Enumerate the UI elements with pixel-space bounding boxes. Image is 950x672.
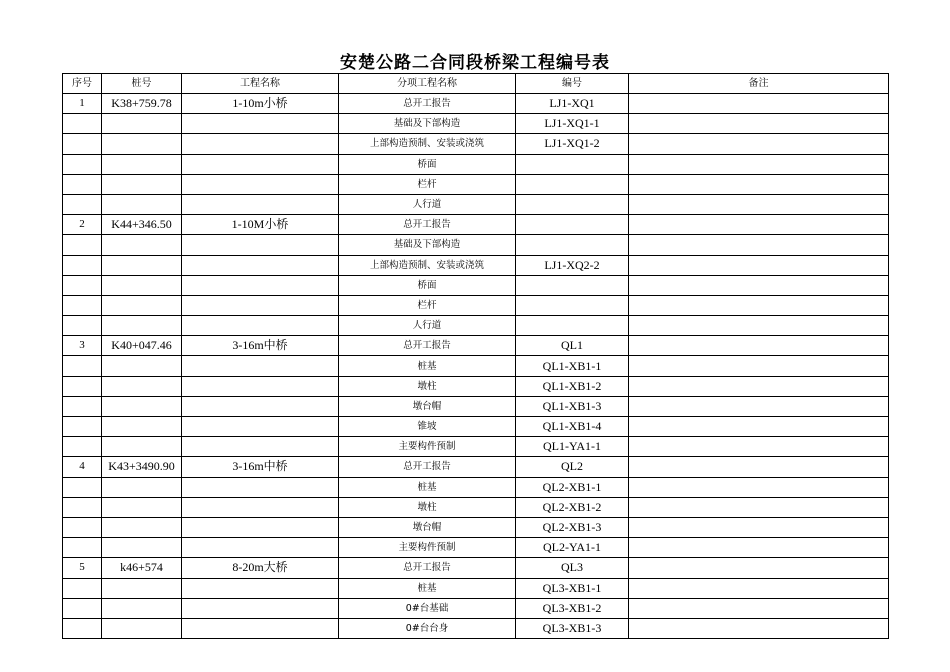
cell-remark: [629, 295, 889, 315]
table-row: [63, 194, 889, 214]
cell-seq: [63, 356, 102, 376]
cell-project-name: 3-16m中桥: [182, 457, 339, 477]
cell-station: [102, 376, 182, 396]
cell-sub-item: 上部构造预制、安装或浇筑: [339, 134, 516, 154]
table-row: [63, 598, 889, 618]
table-row: [63, 517, 889, 537]
header-seq: 序号: [63, 74, 102, 94]
cell-project-name: [182, 376, 339, 396]
cell-sub-item: 总开工报告: [339, 457, 516, 477]
cell-sub-item: 基础及下部构造: [339, 114, 516, 134]
cell-project-name: [182, 255, 339, 275]
cell-code: QL2-XB1-2: [516, 497, 629, 517]
cell-code: QL3-XB1-1: [516, 578, 629, 598]
cell-sub-item: 墩柱: [339, 497, 516, 517]
cell-remark: [629, 538, 889, 558]
cell-project-name: [182, 538, 339, 558]
cell-seq: [63, 194, 102, 214]
cell-station: [102, 275, 182, 295]
cell-sub-item: 桩基: [339, 578, 516, 598]
cell-remark: [629, 134, 889, 154]
cell-project-name: [182, 154, 339, 174]
cell-remark: [629, 194, 889, 214]
cell-code: LJ1-XQ1-1: [516, 114, 629, 134]
cell-station: [102, 598, 182, 618]
cell-seq: [63, 417, 102, 437]
cell-station: [102, 477, 182, 497]
cell-project-name: [182, 437, 339, 457]
cell-remark: [629, 275, 889, 295]
cell-remark: [629, 578, 889, 598]
cell-code: [516, 174, 629, 194]
cell-sub-item: 总开工报告: [339, 215, 516, 235]
cell-project-name: [182, 598, 339, 618]
cell-code: QL2-XB1-1: [516, 477, 629, 497]
cell-sub-item: 桥面: [339, 154, 516, 174]
cell-seq: [63, 295, 102, 315]
cell-code: QL1-YA1-1: [516, 437, 629, 457]
cell-code: QL1: [516, 336, 629, 356]
cell-seq: [63, 154, 102, 174]
table-row: [63, 396, 889, 416]
cell-project-name: 1-10m小桥: [182, 94, 339, 114]
table-row: [63, 235, 889, 255]
cell-seq: [63, 134, 102, 154]
cell-project-name: [182, 477, 339, 497]
cell-code: [516, 316, 629, 336]
cell-project-name: [182, 517, 339, 537]
cell-sub-item: 墩台帽: [339, 517, 516, 537]
cell-project-name: [182, 174, 339, 194]
cell-code: [516, 295, 629, 315]
cell-sub-item: 0#台基础: [339, 598, 516, 618]
cell-remark: [629, 255, 889, 275]
cell-remark: [629, 215, 889, 235]
table-row: [63, 114, 889, 134]
cell-station: [102, 194, 182, 214]
cell-seq: [63, 316, 102, 336]
cell-station: [102, 497, 182, 517]
cell-project-name: [182, 275, 339, 295]
cell-code: [516, 154, 629, 174]
cell-remark: [629, 618, 889, 638]
table-row: [63, 356, 889, 376]
cell-sub-item: 0#台台身: [339, 618, 516, 638]
cell-sub-item: 总开工报告: [339, 336, 516, 356]
table-header-row: [63, 74, 889, 94]
table-row: [63, 174, 889, 194]
cell-sub-item: 总开工报告: [339, 94, 516, 114]
cell-seq: [63, 114, 102, 134]
header-remark: 备注: [629, 74, 889, 94]
header-code: 编号: [516, 74, 629, 94]
cell-station: [102, 437, 182, 457]
table-row: [63, 538, 889, 558]
cell-project-name: [182, 114, 339, 134]
cell-remark: [629, 497, 889, 517]
cell-seq: [63, 477, 102, 497]
cell-seq: [63, 437, 102, 457]
cell-station: [102, 134, 182, 154]
cell-project-name: 8-20m大桥: [182, 558, 339, 578]
cell-sub-item: 栏杆: [339, 295, 516, 315]
cell-remark: [629, 336, 889, 356]
cell-seq: [63, 275, 102, 295]
cell-seq: [63, 538, 102, 558]
table-row: [63, 215, 889, 235]
cell-sub-item: 桩基: [339, 477, 516, 497]
cell-station: [102, 316, 182, 336]
cell-sub-item: 主要构件预制: [339, 437, 516, 457]
cell-sub-item: 总开工报告: [339, 558, 516, 578]
cell-remark: [629, 598, 889, 618]
table-row: [63, 316, 889, 336]
cell-code: QL2: [516, 457, 629, 477]
table-row: [63, 154, 889, 174]
cell-station: [102, 255, 182, 275]
cell-seq: [63, 235, 102, 255]
cell-project-name: 1-10M小桥: [182, 215, 339, 235]
cell-code: [516, 235, 629, 255]
cell-seq: [63, 376, 102, 396]
cell-station: k46+574: [102, 558, 182, 578]
cell-seq: [63, 578, 102, 598]
cell-station: K38+759.78: [102, 94, 182, 114]
cell-project-name: [182, 417, 339, 437]
table-row: [63, 295, 889, 315]
cell-station: [102, 517, 182, 537]
cell-seq: [63, 517, 102, 537]
cell-project-name: [182, 618, 339, 638]
cell-code: QL2-XB1-3: [516, 517, 629, 537]
table-row: [63, 558, 889, 578]
cell-station: [102, 154, 182, 174]
cell-code: QL1-XB1-3: [516, 396, 629, 416]
cell-station: [102, 295, 182, 315]
table-row: [63, 255, 889, 275]
table-row: [63, 618, 889, 638]
cell-project-name: [182, 356, 339, 376]
cell-station: [102, 356, 182, 376]
cell-project-name: [182, 396, 339, 416]
table-row: [63, 275, 889, 295]
cell-remark: [629, 437, 889, 457]
cell-code: LJ1-XQ2-2: [516, 255, 629, 275]
cell-station: [102, 538, 182, 558]
table-row: [63, 376, 889, 396]
cell-remark: [629, 235, 889, 255]
cell-project-name: [182, 194, 339, 214]
header-station: 桩号: [102, 74, 182, 94]
cell-sub-item: 人行道: [339, 194, 516, 214]
cell-station: [102, 417, 182, 437]
table-row: [63, 94, 889, 114]
cell-project-name: 3-16m中桥: [182, 336, 339, 356]
cell-code: QL3-XB1-3: [516, 618, 629, 638]
cell-remark: [629, 174, 889, 194]
cell-code: [516, 215, 629, 235]
cell-code: QL1-XB1-1: [516, 356, 629, 376]
cell-seq: [63, 497, 102, 517]
cell-seq: [63, 618, 102, 638]
cell-station: [102, 578, 182, 598]
cell-project-name: [182, 578, 339, 598]
cell-project-name: [182, 316, 339, 336]
cell-remark: [629, 114, 889, 134]
cell-seq: 2: [63, 215, 102, 235]
cell-remark: [629, 376, 889, 396]
cell-remark: [629, 316, 889, 336]
cell-remark: [629, 356, 889, 376]
cell-remark: [629, 558, 889, 578]
cell-remark: [629, 417, 889, 437]
cell-code: QL3-XB1-2: [516, 598, 629, 618]
table-row: [63, 578, 889, 598]
cell-seq: 5: [63, 558, 102, 578]
cell-seq: [63, 174, 102, 194]
table-row: [63, 134, 889, 154]
cell-remark: [629, 517, 889, 537]
cell-station: [102, 618, 182, 638]
cell-code: QL1-XB1-2: [516, 376, 629, 396]
cell-sub-item: 墩柱: [339, 376, 516, 396]
cell-code: QL3: [516, 558, 629, 578]
cell-code: [516, 275, 629, 295]
cell-code: QL1-XB1-4: [516, 417, 629, 437]
cell-seq: [63, 255, 102, 275]
cell-seq: 4: [63, 457, 102, 477]
cell-station: [102, 396, 182, 416]
cell-remark: [629, 457, 889, 477]
bridge-numbering-table: [62, 73, 889, 639]
cell-station: K40+047.46: [102, 336, 182, 356]
cell-sub-item: 锥坡: [339, 417, 516, 437]
cell-project-name: [182, 497, 339, 517]
cell-station: K43+3490.90: [102, 457, 182, 477]
cell-remark: [629, 154, 889, 174]
cell-sub-item: 主要构件预制: [339, 538, 516, 558]
table-row: [63, 336, 889, 356]
header-project-name: 工程名称: [182, 74, 339, 94]
table-row: [63, 437, 889, 457]
cell-project-name: [182, 134, 339, 154]
cell-project-name: [182, 295, 339, 315]
cell-sub-item: 栏杆: [339, 174, 516, 194]
cell-station: [102, 235, 182, 255]
cell-code: LJ1-XQ1: [516, 94, 629, 114]
cell-station: [102, 174, 182, 194]
cell-sub-item: 桩基: [339, 356, 516, 376]
table-row: [63, 457, 889, 477]
cell-code: QL2-YA1-1: [516, 538, 629, 558]
cell-project-name: [182, 235, 339, 255]
cell-remark: [629, 477, 889, 497]
cell-remark: [629, 396, 889, 416]
table-row: [63, 417, 889, 437]
cell-seq: 1: [63, 94, 102, 114]
cell-seq: [63, 396, 102, 416]
cell-seq: 3: [63, 336, 102, 356]
cell-station: [102, 114, 182, 134]
cell-code: [516, 194, 629, 214]
page-title: 安楚公路二合同段桥梁工程编号表: [340, 53, 610, 73]
table-row: [63, 477, 889, 497]
cell-code: LJ1-XQ1-2: [516, 134, 629, 154]
cell-station: K44+346.50: [102, 215, 182, 235]
cell-sub-item: 人行道: [339, 316, 516, 336]
cell-sub-item: 桥面: [339, 275, 516, 295]
cell-seq: [63, 598, 102, 618]
table-row: [63, 497, 889, 517]
cell-remark: [629, 94, 889, 114]
cell-sub-item: 墩台帽: [339, 396, 516, 416]
cell-sub-item: 基础及下部构造: [339, 235, 516, 255]
header-sub-item: 分项工程名称: [339, 74, 516, 94]
cell-sub-item: 上部构造预制、安装或浇筑: [339, 255, 516, 275]
